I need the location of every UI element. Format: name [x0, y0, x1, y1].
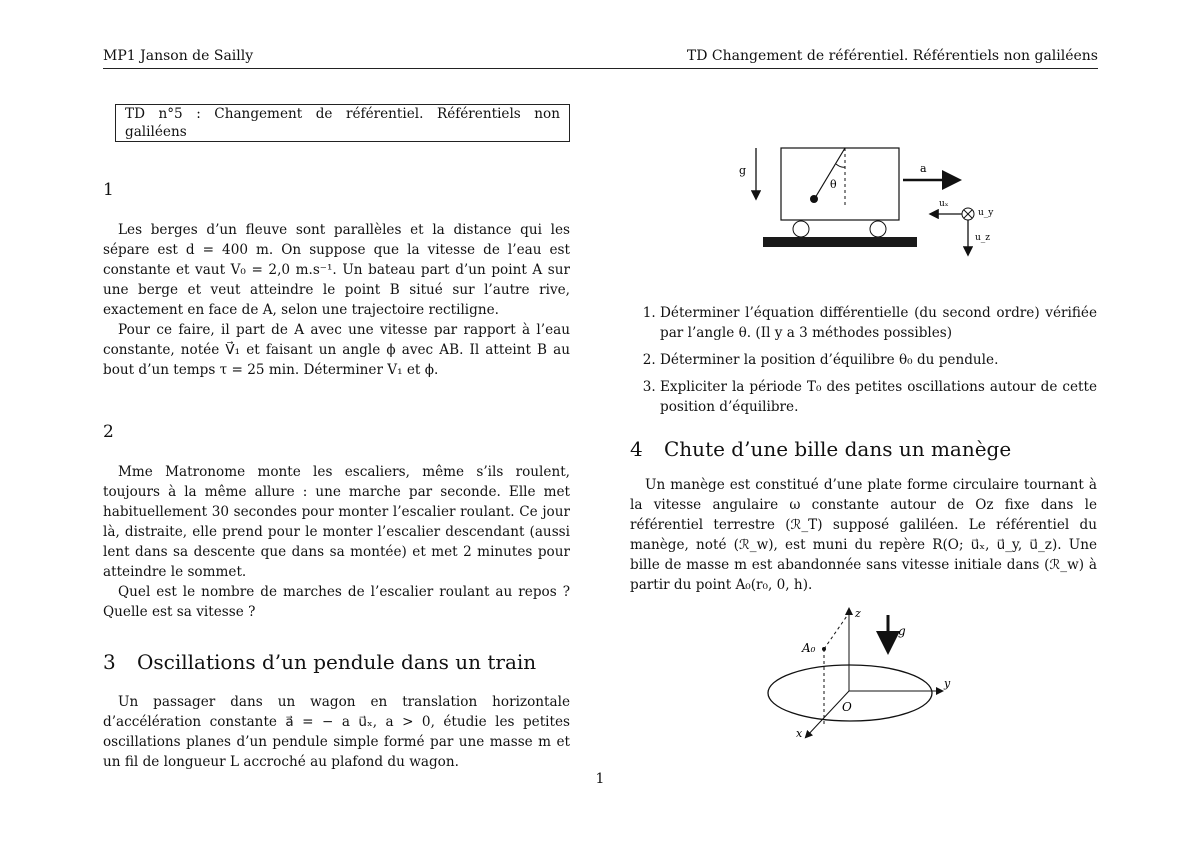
fig1-a-label: a — [920, 162, 927, 175]
exercise-1-paragraph-1: Les berges d’un fleuve sont parallèles et la distance qui les sépare est d = 400 m. On suppose que la vitesse de l’eau est constante et vaut V₀ = 2,0 m.s⁻¹. Un bateau part d’un point A sur une berge et veut atteindre le point B situé sur l’autre rive, exactement en face de A, selon une trajectoire rectiligne. — [103, 222, 570, 318]
page-number: 1 — [595, 771, 605, 787]
exercise-2-paragraph-2: Quel est le nombre de marches de l’escalier roulant au repos ? Quelle est sa vitesse ? — [103, 584, 570, 620]
fig2-x-label: x — [796, 727, 803, 740]
header-right: TD Changement de référentiel. Référentiels non galiléens — [686, 48, 1098, 64]
exercise-2-number: 2 — [103, 422, 114, 442]
section-4-heading — [630, 439, 1097, 459]
fig1-ux-label: uₓ — [939, 199, 949, 209]
carousel-figure — [760, 605, 970, 745]
fig1-uz-label: u_z — [975, 233, 991, 243]
section-3-title: Oscillations d’un pendule dans un train — [137, 650, 537, 674]
exercise-3-questions — [630, 303, 1097, 417]
question-1: 1. Déterminer l’équation différentielle (du second ordre) vérifiée par l’angle θ. (Il y a 3 méthodes possibles) — [660, 303, 1097, 343]
fig1-theta-label: θ — [830, 178, 837, 191]
section-3-number: 3 — [103, 650, 116, 674]
question-2: 2. Déterminer la position d’équilibre θ₀ du pendule. — [660, 350, 1097, 370]
section-4-number: 4 — [630, 437, 643, 461]
exercise-2-paragraph-1: Mme Matronome monte les escaliers, même s’ils roulent, toujours à la même allure : une marche par seconde. Elle met habituellement 30 secondes pour monter l’escalier roulant. Ce jour là, distraite, elle prend pour le monter l’escalier descendant (aussi lent dans sa descente que dans sa montée) et met 2 minutes pour atteindre le sommet. — [103, 464, 570, 580]
exercise-3-paragraph: Un passager dans un wagon en translation horizontale d’accélération constante a⃗ = − a u⃗ₓ, a > 0, étudie les petites oscillations planes d’un pendule simple formé par une masse m et un fil de longueur L accroché au plafond du wagon. — [103, 694, 570, 770]
title-box: TD n°5 : Changement de référentiel. Référentiels non galiléens — [115, 104, 570, 142]
rail — [763, 237, 917, 247]
fig1-g-label: g — [739, 164, 747, 177]
fig2-y-label: y — [944, 677, 951, 690]
fig2-z-label: z — [855, 607, 861, 620]
question-3: 3. Expliciter la période T₀ des petites oscillations autour de cette position d’équilibre. — [660, 377, 1097, 417]
pendulum-mass — [810, 195, 818, 203]
exercise-1-paragraph-2: Pour ce faire, il part de A avec une vitesse par rapport à l’eau constante, notée V⃗₁ et faisant un angle ϕ avec AB. Il atteint B au bout d’un temps τ = 25 min. Déterminer V₁ et ϕ. — [103, 322, 570, 378]
left-column — [103, 104, 570, 772]
fig2-g-label: g — [898, 624, 906, 638]
header-left: MP1 Janson de Sailly — [103, 48, 254, 64]
section-4-title: Chute d’une bille dans un manège — [664, 437, 1012, 461]
pendulum-wagon-figure — [735, 140, 1005, 265]
fig1-uy-label: u_y — [978, 208, 994, 218]
header-rule — [103, 68, 1098, 69]
ball — [822, 647, 826, 651]
fig2-A0-label: A₀ — [802, 641, 816, 655]
exercise-4-paragraph: Un manège est constitué d’une plate forme circulaire tournant à la vitesse angulaire ω constante autour de Oz fixe dans le référentiel terrestre (ℛ_T) supposé galiléen. Le référentiel du manège, noté (ℛ_w), est muni du repère R(O; u⃗ₓ, u⃗_y, u⃗_z). Une bille de masse m est abandonnée sans vitesse initiale dans (ℛ_w) à partir du point A₀(r₀, 0, h). — [630, 477, 1097, 593]
fig2-O-label: O — [842, 700, 852, 714]
right-column — [630, 303, 1097, 595]
section-3-heading — [103, 652, 570, 672]
exercise-1-number: 1 — [103, 180, 114, 200]
